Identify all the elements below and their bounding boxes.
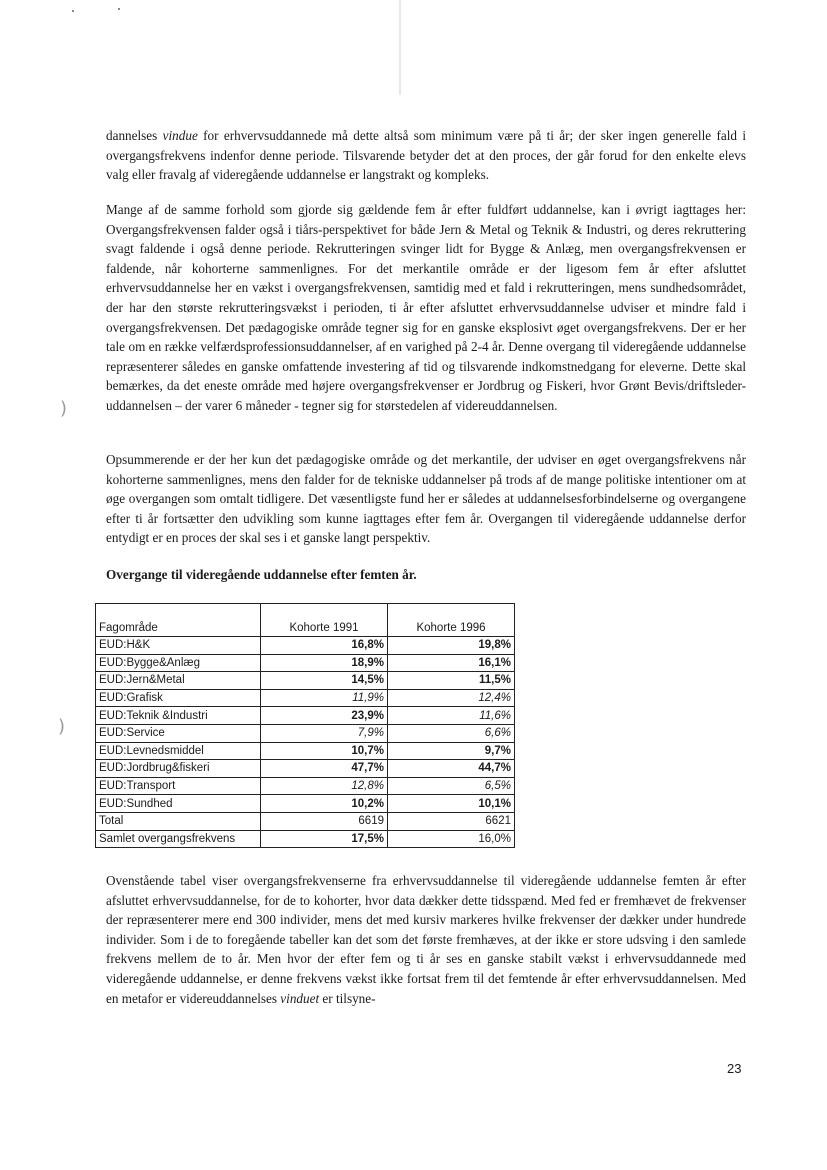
paragraph-3: Opsummerende er der her kun det pædagogiske område og det merkantile, der udviser en øget overgangsfrekvens når kohorterne sammenlignes, mens den falder for de tekniske uddannelser på trods af de mange politiske intentioner om at øge overgangen som omtalt tidligere. Det væsentligste fund her er således at uddannelsesforbindelserne og overgangene efter ti år fortsætter den udvikling som kunne iagttages efter fem år. Overgangen til videregående uddannelse derfor entydigt er en proces der skal ses i et ganske langt perspektiv. — [106, 452, 746, 546]
paragraph-text: dannelses — [106, 128, 163, 143]
cell-fagomraade: EUD:Teknik &Industri — [96, 707, 261, 725]
scan-speck — [72, 10, 74, 12]
table-row — [96, 689, 515, 707]
cell-kohorte-1991: 6619 — [261, 812, 388, 830]
cell-kohorte-1991: 47,7% — [261, 760, 388, 778]
paragraph-2: Mange af de samme forhold som gjorde sig gældende fem år efter fuldført uddannelse, kan i øvrigt iagttages her: Overgangsfrekvensen falder også i tiårs-perspektivet for både Jern & Metal og Teknik & Industri, og deres rekruttering svagt faldende i også denne periode. Rekrutteringen svinger lidt for Bygge & Anlæg, men overgangsfrekvensen er faldende, når kohorterne sammenlignes. For det merkantile område er der ligesom fem år efter afsluttet erhvervsuddannelse her en vækst i overgangsfrekvensen, samtidig med et fald i rekrutteringen, mens sundhedsområdet, der har den største rekrutteringsvækst i perioden, ti år efter afsluttet erhvervsuddannelse udviser et mindre fald i overgangsfrekvensen. Det pædagogiske område tegner sig for en ganske eksplosivt øget overgangsfrekvens. Der er her tale om en række velfærdsprofessionsuddannelser, af en varighed på 2-4 år. Denne overgang til videregående uddannelse repræsenterer således en ganske omfattende investering af tid og tilsvarende indkomstnedgang for eleverne. Dette skal bemærkes, da det eneste område med højere overgangsfrekvenser er Jordbrug og Fiskeri, hvor Grønt Bevis/driftsleder-uddannelsen – der varer 6 måneder - tegner sig for størstedelen af videreuddannelsen. — [106, 202, 746, 413]
cell-kohorte-1991: 11,9% — [261, 689, 388, 707]
cell-fagomraade: EUD:Levnedsmiddel — [96, 742, 261, 760]
cell-kohorte-1996: 16,0% — [388, 830, 515, 848]
paragraph-4 — [106, 871, 746, 1008]
cell-kohorte-1996: 44,7% — [388, 760, 515, 778]
cell-fagomraade: Total — [96, 812, 261, 830]
table-row — [96, 795, 515, 813]
cell-kohorte-1991: 10,2% — [261, 795, 388, 813]
cell-fagomraade: EUD:Jern&Metal — [96, 672, 261, 690]
scan-shadow-line — [399, 0, 401, 95]
paragraph-text: Ovenstående tabel viser overgangsfrekvenserne fra erhvervsuddannelse til videregående uddannelse femten år efter afsluttet erhvervsuddannelse, for de to kohorter, hvor data dækker dette tidsspænd. Med fed er fremhævet de frekvenser der repræsenterer mere end 300 individer, mens det med kursiv markeres hvilke frekvenser der dækker under hundrede individer. Som i de to foregående tabeller kan det som det første fremhæves, at der ikke er store udsving i den samlede frekvens mellem de to år. Men hvor der efter fem og ti år ses en ganske stabilt vækst i erhvervsuddannede med videregående uddannelse, er denne frekvens vækst ikke fortsat frem til det femtende år efter erhvervsuddannelsen. Med en metafor er videreuddannelses — [106, 873, 746, 1006]
cell-kohorte-1991: 10,7% — [261, 742, 388, 760]
cell-kohorte-1996: 6,5% — [388, 777, 515, 795]
emphasis-text: vindue — [162, 128, 198, 143]
table-row — [96, 724, 515, 742]
margin-mark: ) — [58, 716, 66, 737]
data-table — [95, 603, 515, 848]
cell-kohorte-1991: 18,9% — [261, 654, 388, 672]
cell-kohorte-1991: 17,5% — [261, 830, 388, 848]
table-row — [96, 830, 515, 848]
cell-kohorte-1996: 10,1% — [388, 795, 515, 813]
table-row — [96, 637, 515, 655]
cell-fagomraade: EUD:Bygge&Anlæg — [96, 654, 261, 672]
table-row — [96, 742, 515, 760]
cell-fagomraade: EUD:Transport — [96, 777, 261, 795]
margin-mark: ) — [60, 398, 68, 419]
cell-kohorte-1996: 6,6% — [388, 724, 515, 742]
cell-kohorte-1991: 14,5% — [261, 672, 388, 690]
cell-kohorte-1996: 6621 — [388, 812, 515, 830]
table-row — [96, 812, 515, 830]
column-header: Kohorte 1991 — [261, 604, 388, 637]
column-header: Fagområde — [96, 604, 261, 637]
table-row — [96, 760, 515, 778]
emphasis-text: vinduet — [280, 990, 320, 1006]
cell-fagomraade: EUD:H&K — [96, 637, 261, 655]
table-row — [96, 777, 515, 795]
cell-kohorte-1996: 16,1% — [388, 654, 515, 672]
table-row — [96, 707, 515, 725]
cell-kohorte-1991: 16,8% — [261, 637, 388, 655]
cell-kohorte-1996: 12,4% — [388, 689, 515, 707]
paragraph-text: er tilsyne- — [319, 990, 376, 1006]
cell-kohorte-1996: 11,5% — [388, 672, 515, 690]
cell-fagomraade: EUD:Jordbrug&fiskeri — [96, 760, 261, 778]
page-number: 23 — [727, 1061, 742, 1076]
cell-kohorte-1991: 7,9% — [261, 724, 388, 742]
cell-fagomraade: EUD:Grafisk — [96, 689, 261, 707]
cell-kohorte-1996: 11,6% — [388, 707, 515, 725]
table-heading: Overgange til videregående uddannelse efter femten år. — [106, 567, 417, 582]
cell-kohorte-1991: 12,8% — [261, 777, 388, 795]
table-row — [96, 654, 515, 672]
cell-kohorte-1996: 9,7% — [388, 742, 515, 760]
paragraph-1 — [106, 126, 746, 185]
paragraph-text: for erhvervsuddannede må dette altså som minimum være på ti år; der sker ingen generelle fald i overgangsfrekvens indenfor denne periode. Tilsvarende betyder det at den proces, der går forud for den enkelte elevs valg eller fravalg af videregående uddannelse er langstrakt og kompleks. — [106, 128, 746, 183]
cell-fagomraade: EUD:Sundhed — [96, 795, 261, 813]
cell-fagomraade: Samlet overgangsfrekvens — [96, 830, 261, 848]
cell-kohorte-1991: 23,9% — [261, 707, 388, 725]
column-header: Kohorte 1996 — [388, 604, 515, 637]
cell-kohorte-1996: 19,8% — [388, 637, 515, 655]
table-row — [96, 672, 515, 690]
cell-fagomraade: EUD:Service — [96, 724, 261, 742]
scan-speck — [118, 8, 120, 10]
table-header-row — [96, 604, 515, 637]
